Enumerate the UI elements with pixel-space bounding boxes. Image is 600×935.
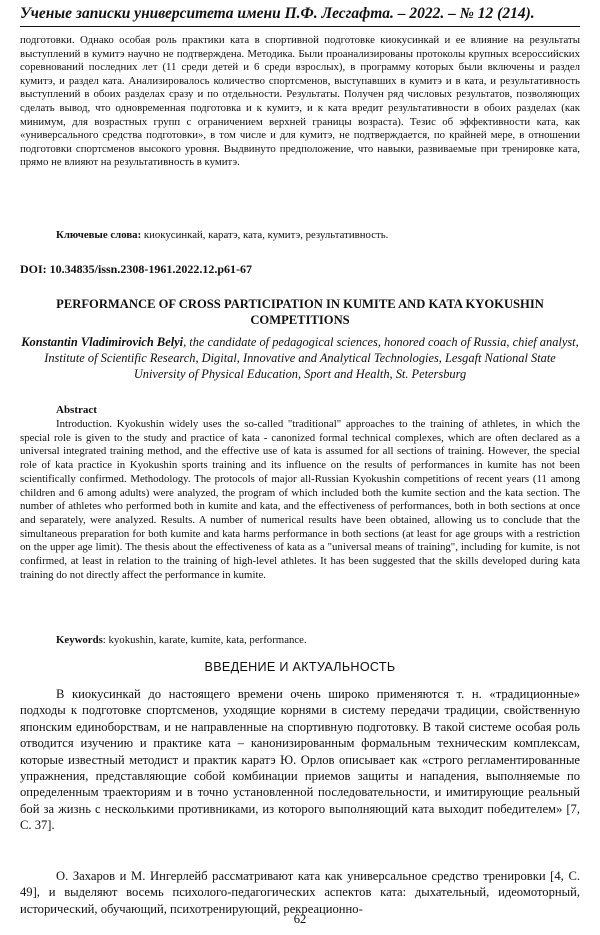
author-affiliation: , the candidate of pedagogical sciences, honored coach of Russia, chief analyst, Institute of Scientific Research, Digital, Innovative and Analytical Technologies, Lesgaft National State University of Physical Education, Sport and Health, St. Petersburg xyxy=(44,335,579,381)
english-keywords-text: : kyokushin, karate, kumite, kata, performance. xyxy=(102,634,307,646)
russian-keywords-label: Ключевые слова: xyxy=(56,229,142,241)
author-block xyxy=(20,334,580,382)
running-header: Ученые записки университета имени П.Ф. Лесгафта. – 2022. – № 12 (214). xyxy=(20,5,535,22)
body-paragraph-1: В киокусинкай до настоящего времени очень широко применяются т. н. «традиционные» подходы к подготовке спортсменов, уходящие корнями в систему передачи традиции, свойственную японским единоборствам, и не направленные на спортивную подготовку. В такой системе особая роль отводится изучению и практике ката – канонизированным формальным техническим комплексам, которые известный методист и практик каратэ Ю. Орлов описывает как «строго регламентированные упражнения, представляющие собой комбинации приемов защиты и нападения, выполняемые по определенным траекториям и в точно установленной последовательности, и имитирующие реальный бой за жизнь с несколькими противниками, из которого выполняющий ката выходит победителем» [7, С. 37]. xyxy=(20,687,580,833)
section-heading: ВВЕДЕНИЕ И АКТУАЛЬНОСТЬ xyxy=(204,660,396,674)
english-keywords xyxy=(20,634,580,648)
body-paragraph-2: О. Захаров и М. Ингерлейб рассматривают ката как универсальное средство тренировки [4, С. 49], и выделяют восемь психолого-педагогических аспектов ката: дыхательный, идеомоторный, исторический, обучающий, психотренирующий, рекреационно- xyxy=(20,869,580,916)
english-keywords-label: Keywords xyxy=(56,634,103,646)
author-name: Konstantin Vladimirovich Belyi xyxy=(21,335,184,349)
doi-link[interactable]: DOI: 10.34835/issn.2308-1961.2022.12.p61-67 xyxy=(20,262,253,276)
russian-keywords xyxy=(20,229,580,243)
english-title: PERFORMANCE OF CROSS PARTICIPATION IN KUMITE AND KATA KYOKUSHIN COMPETITIONS xyxy=(56,297,544,327)
header-rule xyxy=(20,26,580,27)
english-abstract: Introduction. Kyokushin widely uses the so-called "traditional" approaches to the training of athletes, in which the special role is given to the study and practice of kata - canonized formal technical complexes, which are often declared as a universal integrated training method, and the effective use of kata is assumed for all sections of training. However, the special role of kata practice in Kyokushin sports training and its influence on the results of performances in kumite has not been scientifically confirmed. Methodology. The protocols of major all-Russian Kyokushin competitions of recent years (11 among children and 6 among adults) were analyzed, the program of which included both the kumite section and the kata section. The number of athletes who performed both in kumite and kata, and the effectiveness of performances, both in both sections at once and separately, were analyzed. Results. A number of numerical results have been obtained, allowing us to conclude that the simultaneous preparation for both kumite and kata harms performance in both sections (at least for age groups with a restriction on the upper age limit). The thesis about the effectiveness of kata as a "universal means of training", including for kumite, is not confirmed, at least in relation to the training of high-level athletes. It has been suggested that the skills developed during kata training do not directly affect the performance in kumite. xyxy=(20,418,580,581)
abstract-heading: Abstract xyxy=(56,404,97,416)
russian-abstract-continued: подготовки. Однако особая роль практики ката в спортивной подготовке киокусинкай и ее влияние на результаты выступлений в кумитэ научно не подтверждена. Методика. Были проанализированы протоколы крупных всероссийских соревнований последних лет (11 среди детей и 6 среди взрослых), в программу которых были включены и раздел кумитэ, и раздел ката. Анализировалось количество спортсменов, выступавших в кумитэ и в ката, и результативность выступлений в обоих разделах сразу и по отдельности. Результаты. Получен ряд числовых результатов, позволяющих сделать вывод, что одновременная подготовка и к кумитэ, и к ката вредит результативности в обоих разделах (как минимум, для возрастных групп с ограничением верхней границы возраста). Тезис об эффективности ката, как «универсального средства подготовки», в том числе и для кумитэ, не подтверждается, по крайней мере, в отношении подготовки спортсменов высокого уровня. Выдвинуто предположение, что навыки, развиваемые при тренировке ката, прямо не влияют на результативность в кумитэ. xyxy=(20,34,580,169)
russian-keywords-text: киокусинкай, каратэ, ката, кумитэ, результативность. xyxy=(141,229,389,241)
page-number: 62 xyxy=(293,912,307,926)
